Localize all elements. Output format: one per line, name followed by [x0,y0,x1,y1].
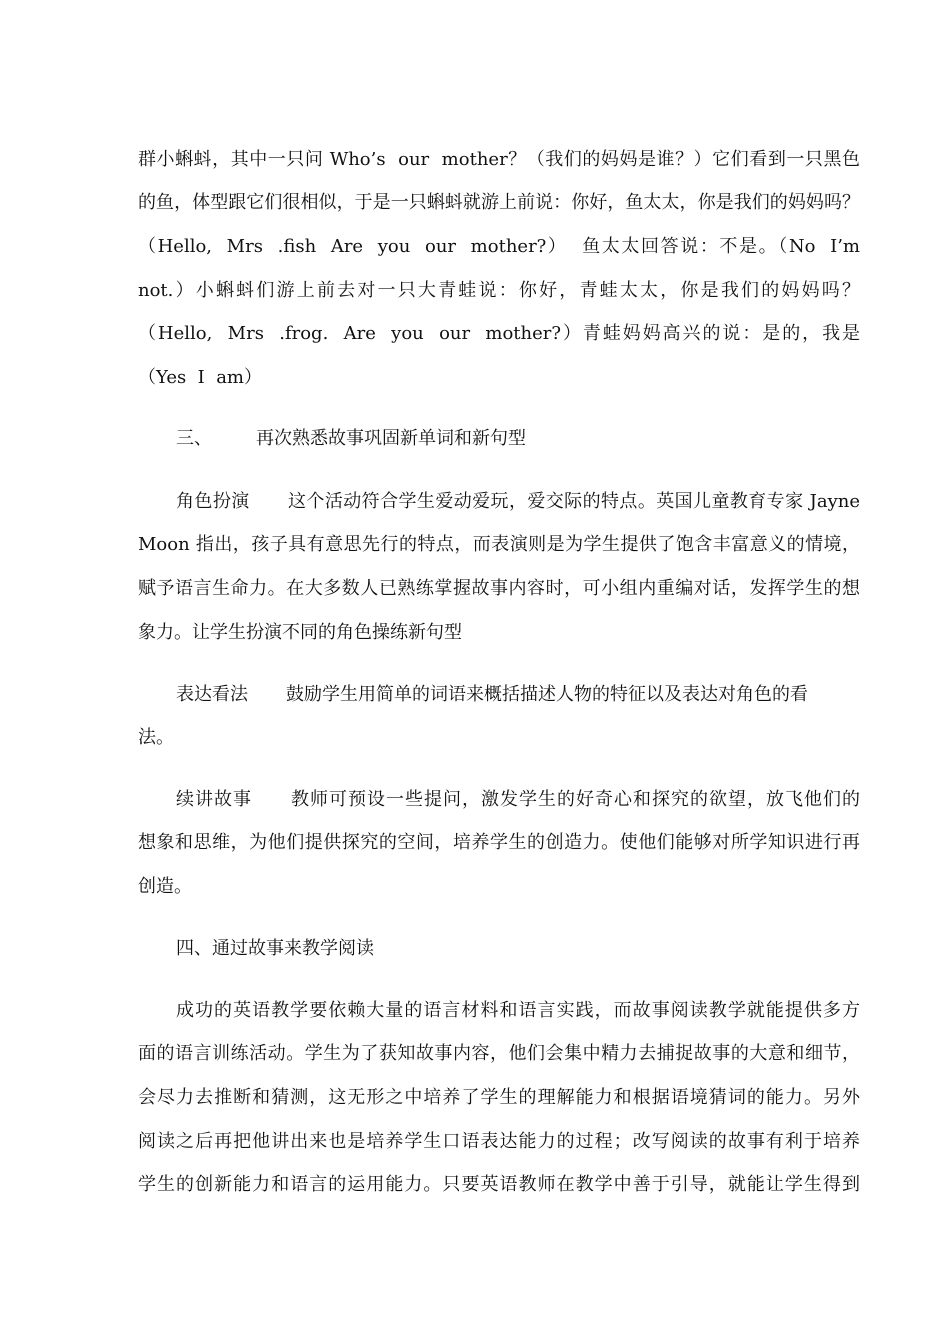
opinion-label: 表达看法 [176,684,248,705]
story-line-4: not.）小蝌蚪们游上前去对一只大青蛙说：你好，青蛙太太，你是我们的妈妈吗？ [138,280,860,301]
continue-story-line-3: 创造。 [138,876,192,897]
opinion-line-1 [176,683,808,707]
continue-story-line-1 [176,788,860,812]
section-heading-3-title: 再次熟悉故事巩固新单词和新句型 [256,428,526,449]
section-heading-4: 四、通过故事来教学阅读 [176,938,374,959]
story-line-3: （Hello, Mrs .fish Are you our mother?） 鱼太太回答说：不是。（No I’m [138,236,860,257]
reading-line-1: 成功的英语教学要依赖大量的语言材料和语言实践，而故事阅读教学就能提供多方 [176,1000,860,1021]
story-line-6: （Yes I am） [138,367,263,388]
section-heading-3 [176,427,526,451]
reading-line-2: 面的语言训练活动。学生为了获知故事内容，他们会集中精力去捕捉故事的大意和细节， [138,1043,860,1064]
role-play-line-4: 象力。让学生扮演不同的角色操练新句型 [138,622,462,643]
story-line-5: （Hello, Mrs .frog. Are you our mother?）青蛙妈妈高兴的说：是的，我是 [138,323,860,344]
continue-story-label: 续讲故事 [176,789,252,810]
section-heading-3-number: 三、 [176,428,212,449]
role-play-label: 角色扮演 [176,491,250,512]
reading-line-5: 学生的创新能力和语言的运用能力。只要英语教师在教学中善于引导，就能让学生得到 [138,1174,860,1195]
opinion-line-2: 法。 [138,727,174,748]
story-line-2: 的鱼，体型跟它们很相似，于是一只蝌蚪就游上前说：你好，鱼太太，你是我们的妈妈吗？ [138,192,860,213]
continue-story-line-2: 想象和思维，为他们提供探究的空间，培养学生的创造力。使他们能够对所学知识进行再 [138,832,860,853]
role-play-line-1 [176,490,860,514]
story-line-1: 群小蝌蚪，其中一只问 Who’s our mother？（我们的妈妈是谁？）它们看到一只黑色 [138,149,860,170]
role-play-line-3: 赋予语言生命力。在大多数人已熟练掌握故事内容时，可小组内重编对话，发挥学生的想 [138,578,860,599]
reading-line-3: 会尽力去推断和猜测，这无形之中培养了学生的理解能力和根据语境猜词的能力。另外 [138,1087,860,1108]
role-play-line-2: Moon 指出，孩子具有意思先行的特点，而表演则是为学生提供了饱含丰富意义的情境， [138,534,860,555]
opinion-text-1: 鼓励学生用简单的词语来概括描述人物的特征以及表达对角色的看 [286,684,808,705]
role-play-text-1: 这个活动符合学生爱动爱玩，爱交际的特点。英国儿童教育专家 Jayne [287,491,860,512]
reading-line-4: 阅读之后再把他讲出来也是培养学生口语表达能力的过程；改写阅读的故事有利于培养 [138,1131,860,1152]
continue-story-text-1: 教师可预设一些提问，激发学生的好奇心和探究的欲望，放飞他们的 [290,789,860,810]
